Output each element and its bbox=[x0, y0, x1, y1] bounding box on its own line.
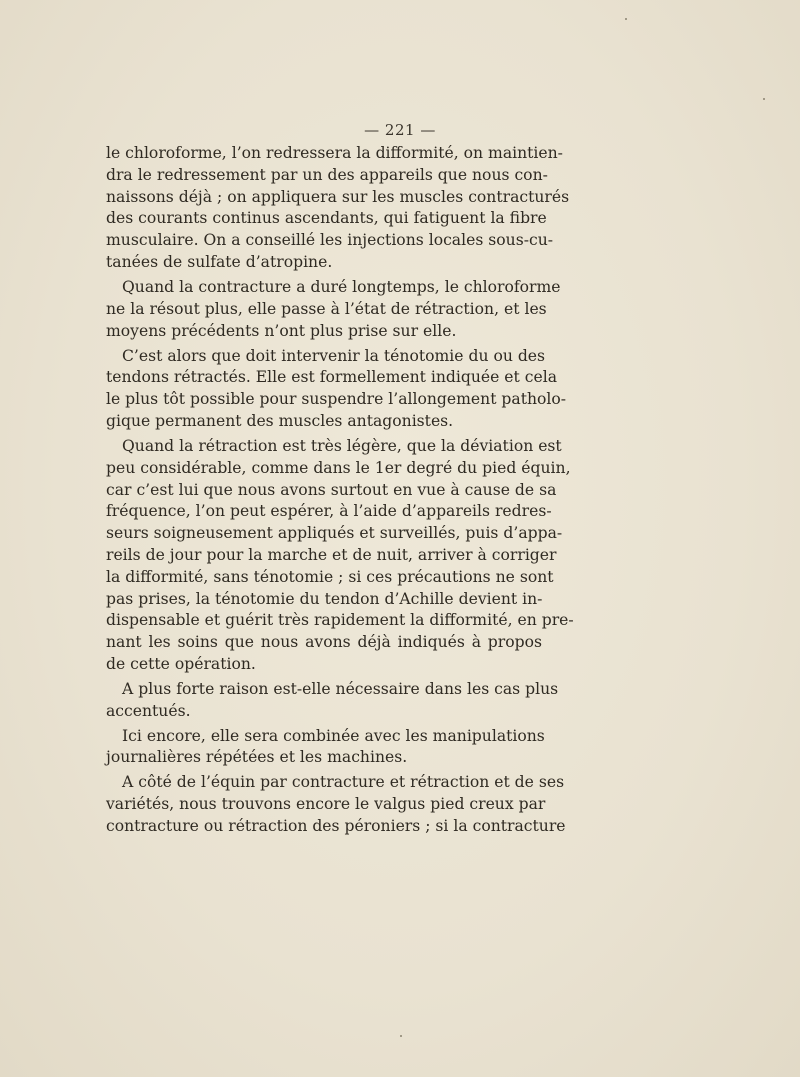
text-line: car c’est lui que nous avons surtout en vue à cause de sa bbox=[106, 480, 557, 499]
text-line: la difformité, sans ténotomie ; si ces précautions ne sont bbox=[106, 567, 554, 586]
text-line: tendons rétractés. Elle est formellement indiquée et cela bbox=[106, 368, 558, 387]
text-line: musculaire. On a conseillé les injections locales sous-cu- bbox=[106, 231, 554, 250]
paragraph-7 bbox=[106, 772, 566, 837]
text-line: journalières répétées et les machines. bbox=[106, 748, 408, 767]
text-line: C’est alors que doit intervenir la ténotomie du ou des bbox=[122, 346, 546, 365]
text-line: A côté de l’équin par contracture et rétraction et de ses bbox=[122, 773, 565, 792]
text-line: gique permanent des muscles antagonistes. bbox=[106, 411, 454, 430]
paper-speck bbox=[625, 18, 627, 20]
text-line: Ici encore, elle sera combinée avec les manipulations bbox=[122, 726, 545, 745]
text-line: dra le redressement par un des appareils que nous con- bbox=[106, 165, 548, 184]
paragraph-6 bbox=[106, 726, 545, 770]
body-text bbox=[106, 143, 574, 841]
text-line: seurs soigneusement appliqués et surveillés, puis d’appa- bbox=[106, 524, 563, 543]
text-line: fréquence, l’on peut espérer, à l’aide d’appareils redres- bbox=[106, 502, 552, 521]
text-line: dispensable et guérit très rapidement la difformité, en pre- bbox=[106, 611, 574, 630]
text-line: A plus forte raison est-elle nécessaire dans les cas plus bbox=[122, 679, 559, 698]
paper-speck bbox=[763, 98, 765, 100]
text-line: accentués. bbox=[106, 701, 191, 720]
paragraph-3 bbox=[106, 346, 567, 433]
paper-speck bbox=[400, 1035, 402, 1037]
text-line: Quand la rétraction est très légère, que la déviation est bbox=[122, 436, 562, 455]
page-number: — 221 — bbox=[364, 121, 436, 139]
paragraph-5 bbox=[106, 679, 559, 723]
text-line: moyens précédents n’ont plus prise sur elle. bbox=[106, 321, 457, 340]
text-line: nant les soins que nous avons déjà indiqués à propos bbox=[106, 633, 542, 652]
text-line: contracture ou rétraction des péroniers ; si la contracture bbox=[106, 817, 566, 836]
text-line: ne la résout plus, elle passe à l’état de rétraction, et les bbox=[106, 299, 547, 318]
text-line: reils de jour pour la marche et de nuit, arriver à corriger bbox=[106, 545, 557, 564]
text-line: le plus tôt possible pour suspendre l’allongement patholo- bbox=[106, 390, 567, 409]
text-line: peu considérable, comme dans le 1er degré du pied équin, bbox=[106, 458, 571, 477]
text-line: tanées de sulfate d’atropine. bbox=[106, 252, 333, 271]
text-line: naissons déjà ; on appliquera sur les muscles contracturés bbox=[106, 187, 570, 206]
paragraph-2 bbox=[106, 277, 561, 342]
paragraph-1 bbox=[106, 143, 570, 274]
text-line: pas prises, la ténotomie du tendon d’Achille devient in- bbox=[106, 589, 543, 608]
text-line: des courants continus ascendants, qui fatiguent la fibre bbox=[106, 209, 547, 228]
text-line: de cette opération. bbox=[106, 654, 256, 673]
text-line: le chloroforme, l’on redressera la difformité, on maintien- bbox=[106, 144, 563, 162]
paragraph-4 bbox=[106, 436, 574, 676]
text-line: Quand la contracture a duré longtemps, le chloroforme bbox=[122, 277, 561, 296]
text-line: variétés, nous trouvons encore le valgus pied creux par bbox=[106, 795, 546, 814]
